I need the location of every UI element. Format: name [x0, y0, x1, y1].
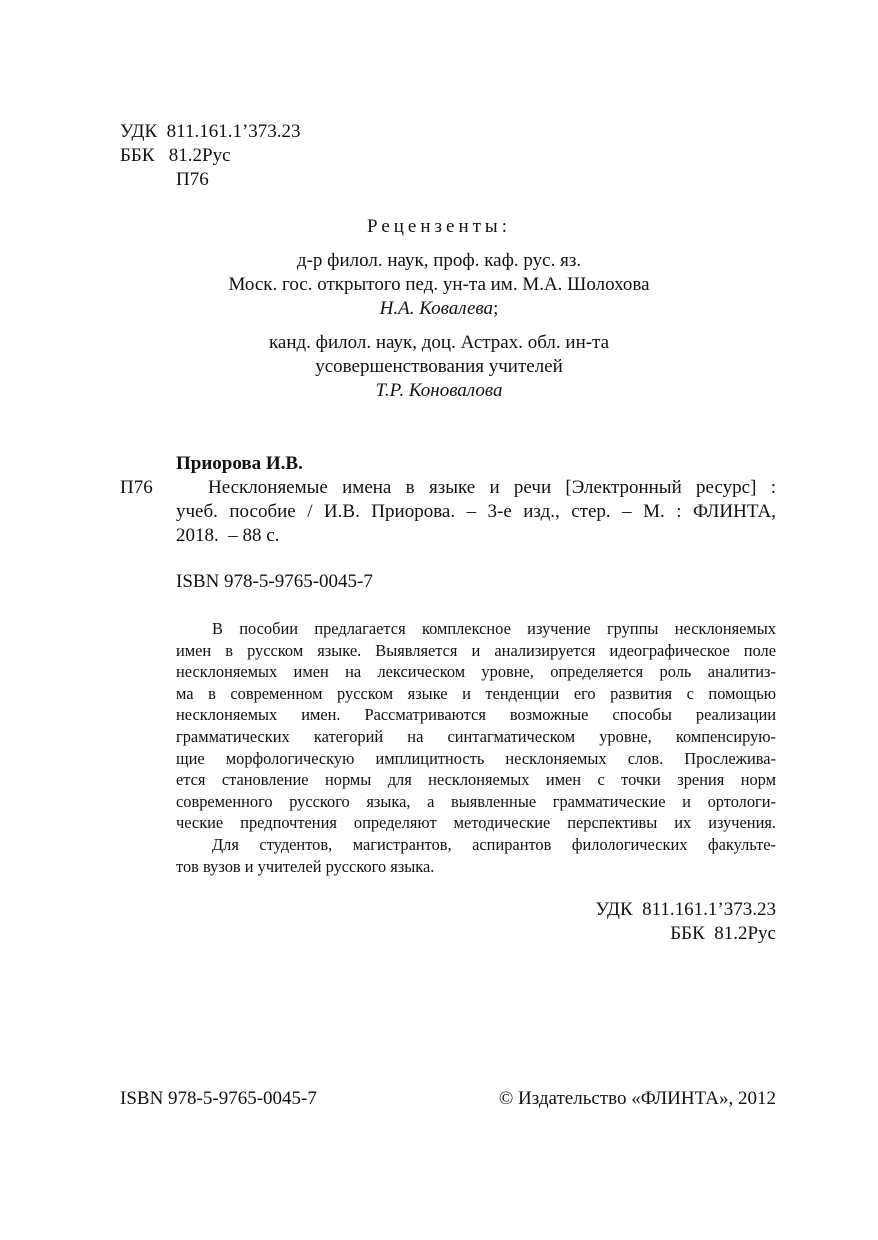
- abstract-line: имен в русском языке. Выявляется и анализируется идеографическое поле: [176, 640, 776, 660]
- abstract-line: несклоняемых имен. Рассматриваются возможные способы реализации: [176, 705, 776, 725]
- udk-value: 811.161.1’373.23: [166, 121, 301, 142]
- bib-mark: П76: [120, 477, 153, 498]
- reviewer1-punct: ;: [493, 298, 499, 319]
- bbk-label: ББК: [120, 145, 155, 166]
- abstract-line: щие морфологическую имплицитность несклоняемых слов. Прослежива-: [176, 748, 776, 768]
- abstract-line: тов вузов и учителей русского языка.: [176, 856, 435, 876]
- reviewer2-name: Т.Р. Коновалова: [375, 380, 503, 401]
- abstract-line: ма в современном русском языке и тенденции его развития с помощью: [176, 683, 776, 703]
- reviewers-heading: Рецензенты:: [367, 216, 511, 237]
- bib-author: Приорова И.В.: [176, 453, 303, 474]
- reviewer2-line1: канд. филол. наук, доц. Астрах. обл. ин-та: [268, 332, 610, 353]
- udk-label: УДК: [120, 121, 158, 142]
- bib-line2: учеб. пособие / И.В. Приорова. – 3-е изд., стер. – М. : ФЛИНТА,: [176, 501, 776, 522]
- bottom-udk: УДК 811.161.1’373.23: [595, 899, 776, 920]
- abstract-line: несклоняемых имен на лексическом уровне, определяется роль аналитиз-: [176, 662, 776, 682]
- footer-copyright: © Издательство «ФЛИНТА», 2012: [498, 1088, 776, 1109]
- abstract-line: В пособии предлагается комплексное изучение группы несклоняемых: [212, 619, 776, 638]
- abstract-line: Для студентов, магистрантов, аспирантов филологических факульте-: [212, 835, 776, 854]
- author-mark: П76: [176, 169, 209, 190]
- footer-isbn: ISBN 978-5-9765-0045-7: [120, 1088, 317, 1109]
- udk-line: [120, 120, 301, 144]
- abstract-line: ческие предпочтения определяют методические перспективы их изучения.: [176, 813, 776, 833]
- reviewer2-line2: усовершенствования учителей: [315, 356, 563, 377]
- abstract-line: грамматических категорий на синтагматическом уровне, компенсирую-: [176, 727, 776, 746]
- bottom-bbk: ББК 81.2Рус: [670, 923, 776, 944]
- bib-line3: 2018. – 88 с.: [176, 525, 280, 546]
- bbk-value: 81.2Рус: [168, 145, 231, 166]
- reviewer1-name-line: [0, 297, 878, 321]
- bib-isbn: ISBN 978-5-9765-0045-7: [176, 571, 373, 592]
- reviewer1-name: Н.А. Ковалева: [379, 298, 494, 319]
- bib-line1: Несклоняемые имена в языке и речи [Электронный ресурс] :: [208, 477, 776, 498]
- abstract-line: ется становление нормы для несклоняемых имен с точки зрения норм: [176, 770, 776, 790]
- reviewer1-line1: д-р филол. наук, проф. каф. рус. яз.: [296, 250, 582, 271]
- abstract-line: современного русского языка, а выявленные грамматические и ортологи-: [176, 791, 776, 811]
- bbk-line: [120, 144, 231, 168]
- reviewer1-line2: Моск. гос. открытого пед. ун-та им. М.А. Шолохова: [228, 274, 650, 295]
